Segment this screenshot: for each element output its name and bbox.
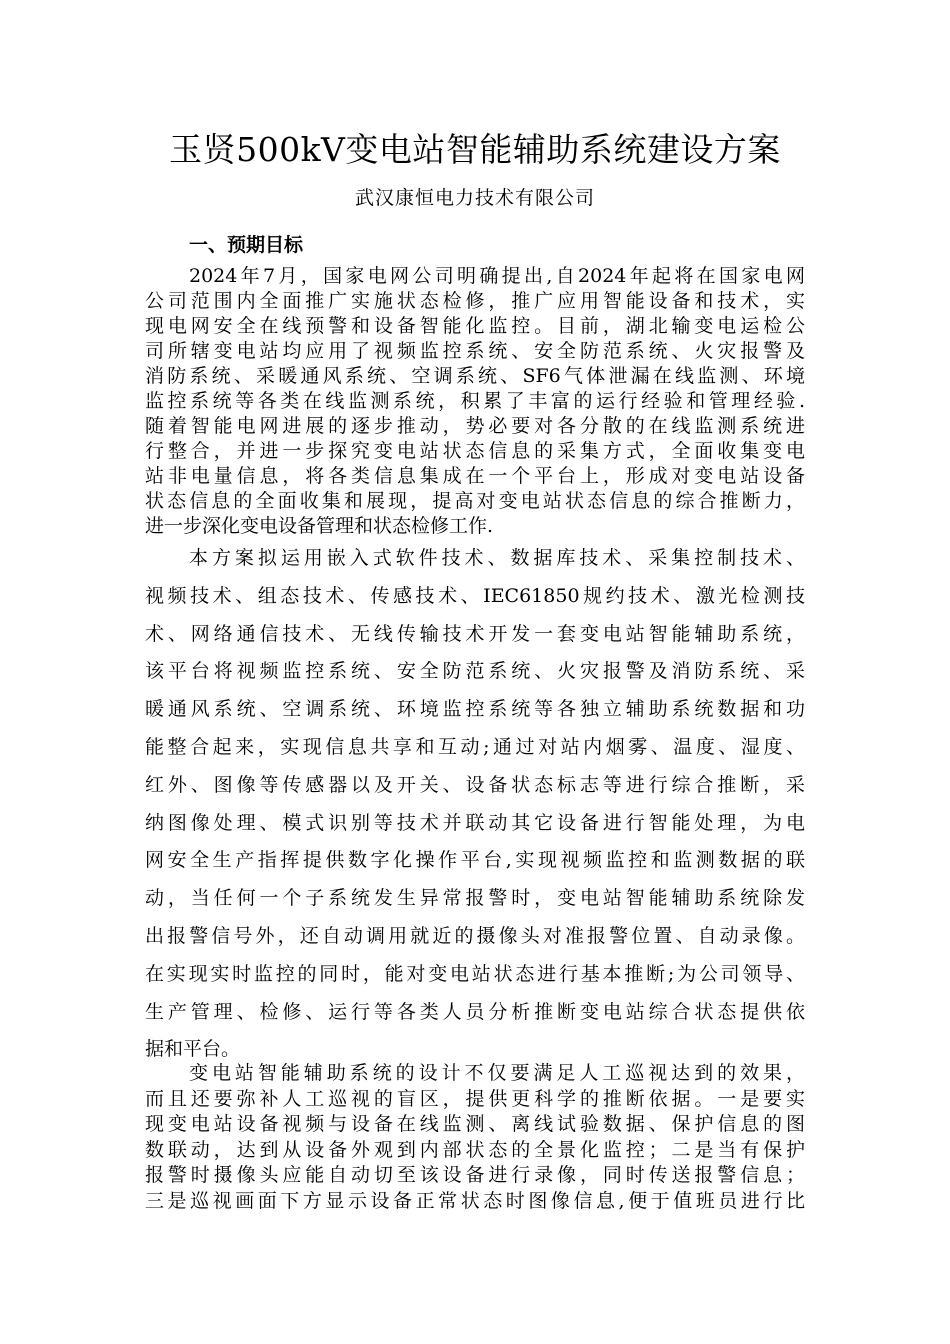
paragraph-solution [145,540,805,1069]
company-name: 武汉康恒电力技术有限公司 [354,187,595,209]
paragraph-line: 纳图像处理、模式识别等技术并联动其它设备进行智能处理，为电 [145,811,805,834]
paragraph-line: 消防系统、采暖通风系统、空调系统、SF6气体泄漏在线监测、环境 [145,365,805,387]
paragraph-line: 监控系统等各类在线监测系统，积累了丰富的运行经验和管理经验. [145,390,805,412]
paragraph-line: 视频技术、组态技术、传感技术、IEC61850规约技术、激光检测技 [145,584,805,607]
paragraph-line: 出报警信号外，还自动调用就近的摄像头对准报警位置、自动录像。 [145,924,805,947]
paragraph-line: 2024年7月，国家电网公司明确提出,自2024年起将在国家电网 [189,265,805,287]
paragraph-line: 网安全生产指挥提供数字化操作平台,实现视频监控和监测数据的联 [145,849,805,872]
paragraph-line: 报警时摄像头应能自动切至该设备进行录像，同时传送报警信息； [145,1164,805,1186]
section-heading: 一、预期目标 [189,234,304,256]
paragraph-line: 公司范围内全面推广实施状态检修，推广应用智能设备和技术，实 [145,290,805,312]
paragraph-line: 现电网安全在线预警和设备智能化监控。目前，湖北输变电运检公 [145,315,805,337]
document-title: 玉贤500kV变电站智能辅助系统建设方案 [169,130,781,169]
paragraph-line: 术、网络通信技术、无线传输技术开发一套变电站智能辅助系统， [145,622,805,645]
paragraph-line: 随着智能电网进展的逐步推动，势必要对各分散的在线监测系统进 [145,415,805,437]
paragraph-line: 进一步深化变电设备管理和状态检修工作. [145,515,494,537]
paragraph-line: 动，当任何一个子系统发生异常报警时，变电站智能辅助系统除发 [145,887,805,910]
paragraph-line: 站非电量信息，将各类信息集成在一个平台上，形成对变电站设备 [145,465,805,487]
paragraph-design [145,1061,805,1214]
paragraph-line: 本方案拟运用嵌入式软件技术、数据库技术、采集控制技术、 [189,547,805,569]
paragraph-line: 变电站智能辅助系统的设计不仅要满足人工巡视达到的效果， [189,1062,805,1084]
paragraph-line: 据和平台。 [145,1038,241,1061]
paragraph-line: 在实现实时监控的同时，能对变电站状态进行基本推断;为公司领导、 [145,962,805,985]
paragraph-line: 状态信息的全面收集和展现，提高对变电站状态信息的综合推断力， [145,490,805,512]
paragraph-line: 行整合，并进一步探究变电站状态信息的采集方式，全面收集变电 [145,440,805,462]
paragraph-line: 现变电站设备视频与设备在线监测、离线试验数据、保护信息的图 [145,1113,805,1135]
paragraph-line: 该平台将视频监控系统、安全防范系统、火灾报警及消防系统、采 [145,660,805,683]
paragraph-line: 暖通风系统、空调系统、环境监控系统等各独立辅助系统数据和功 [145,698,805,721]
paragraph-line: 能整合起来，实现信息共享和互动;通过对站内烟雾、温度、湿度、 [145,735,805,758]
paragraph-line: 生产管理、检修、运行等各类人员分析推断变电站综合状态提供依 [145,1000,805,1023]
paragraph-background [145,264,805,539]
paragraph-line: 数联动，达到从设备外观到内部状态的全景化监控；二是当有保护 [145,1138,805,1161]
paragraph-line: 司所辖变电站均应用了视频监控系统、安全防范系统、火灾报警及 [145,340,805,362]
paragraph-line: 红外、图像等传感器以及开关、设备状态标志等进行综合推断，采 [145,773,805,796]
paragraph-line: 三是巡视画面下方显示设备正常状态时图像信息,便于值班员进行比 [145,1189,805,1212]
paragraph-line: 而且还要弥补人工巡视的盲区，提供更科学的推断依据。一是要实 [145,1087,805,1110]
